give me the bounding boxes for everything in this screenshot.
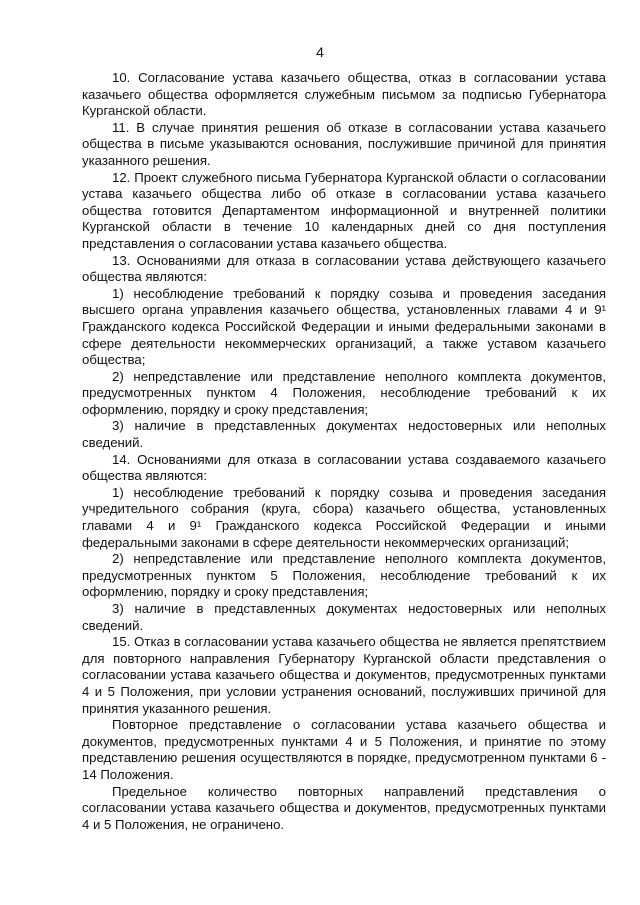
- paragraph-14-item-3: 3) наличие в представленных документах недостоверных или неполных сведений.: [82, 601, 606, 633]
- paragraph-14: 14. Основаниями для отказа в согласовании устава создаваемого казачьего общества являются:: [82, 451, 606, 484]
- paragraph-14-item-2: 2) непредставление или представление неполного комплекта документов, предусмотренных пунктом 5 Положения, несоблюдение требований к их оформлению, порядку и сроку представления;: [82, 551, 606, 600]
- paragraph-10: 10. Согласование устава казачьего общества, отказ в согласовании устава казачьего общества оформляется служебным письмом за подписью Губернатора Курганской области.: [82, 70, 606, 119]
- paragraph-13-item-1: 1) несоблюдение требований к порядку созыва и проведения заседания высшего органа управления казачьего общества, установленных главами 4 и 9¹ Гражданского кодекса Российской Федерации и иными федеральными законами в сфере деятельности некоммерческих организаций, а также уставом казачьего общества;: [82, 285, 606, 368]
- document-body: [82, 70, 606, 833]
- paragraph-15: 15. Отказ в согласовании устава казачьего общества не является препятствием для повторного направления Губернатору Курганской области представления о согласовании устава казачьего общества и документов, предусмотренных пунктами 4 и 5 Положения, при условии устранения оснований, послуживших причиной для принятия указанного решения.: [82, 634, 606, 716]
- paragraph-13-item-3: 3) наличие в представленных документах недостоверных или неполных сведений.: [82, 418, 606, 451]
- paragraph-repeat-submission: Повторное представление о согласовании устава казачьего общества и документов, предусмотренных пунктами 4 и 5 Положения, и принятие по этому представлению решения осуществляются в порядке, предусмотренном пунктами 6 - 14 Положения.: [82, 717, 606, 782]
- paragraph-13-item-2: 2) непредставление или представление неполного комплекта документов, предусмотренных пунктом 4 Положения, несоблюдение требований к их оформлению, порядку и сроку представления;: [82, 368, 606, 417]
- paragraph-submission-limit: Предельное количество повторных направлений представления о согласовании устава казачьего общества и документов, предусмотренных пунктами 4 и 5 Положения, не ограничено.: [82, 783, 606, 832]
- paragraph-13: 13. Основаниями для отказа в согласовании устава действующего казачьего общества являются:: [82, 252, 606, 285]
- paragraph-14-item-1: 1) несоблюдение требований к порядку созыва и проведения заседания учредительного собрания (круга, сбора) казачьего общества, установленных главами 4 и 9¹ Гражданского кодекса Российской Федерации и иными федеральными законами в сфере деятельности некоммерческих организаций;: [82, 484, 606, 550]
- page-number: 4: [316, 44, 324, 60]
- paragraph-11: 11. В случае принятия решения об отказе в согласовании устава казачьего общества в письме указываются основания, послужившие причиной для принятия указанного решения.: [82, 119, 606, 168]
- paragraph-12: 12. Проект служебного письма Губернатора Курганской области о согласовании устава казачьего общества либо об отказе в согласовании устава казачьего общества готовится Департаментом информационной и внутренней политики Курганской области в течение 10 календарных дней со дня поступления представления о согласовании устава казачьего общества.: [82, 169, 606, 251]
